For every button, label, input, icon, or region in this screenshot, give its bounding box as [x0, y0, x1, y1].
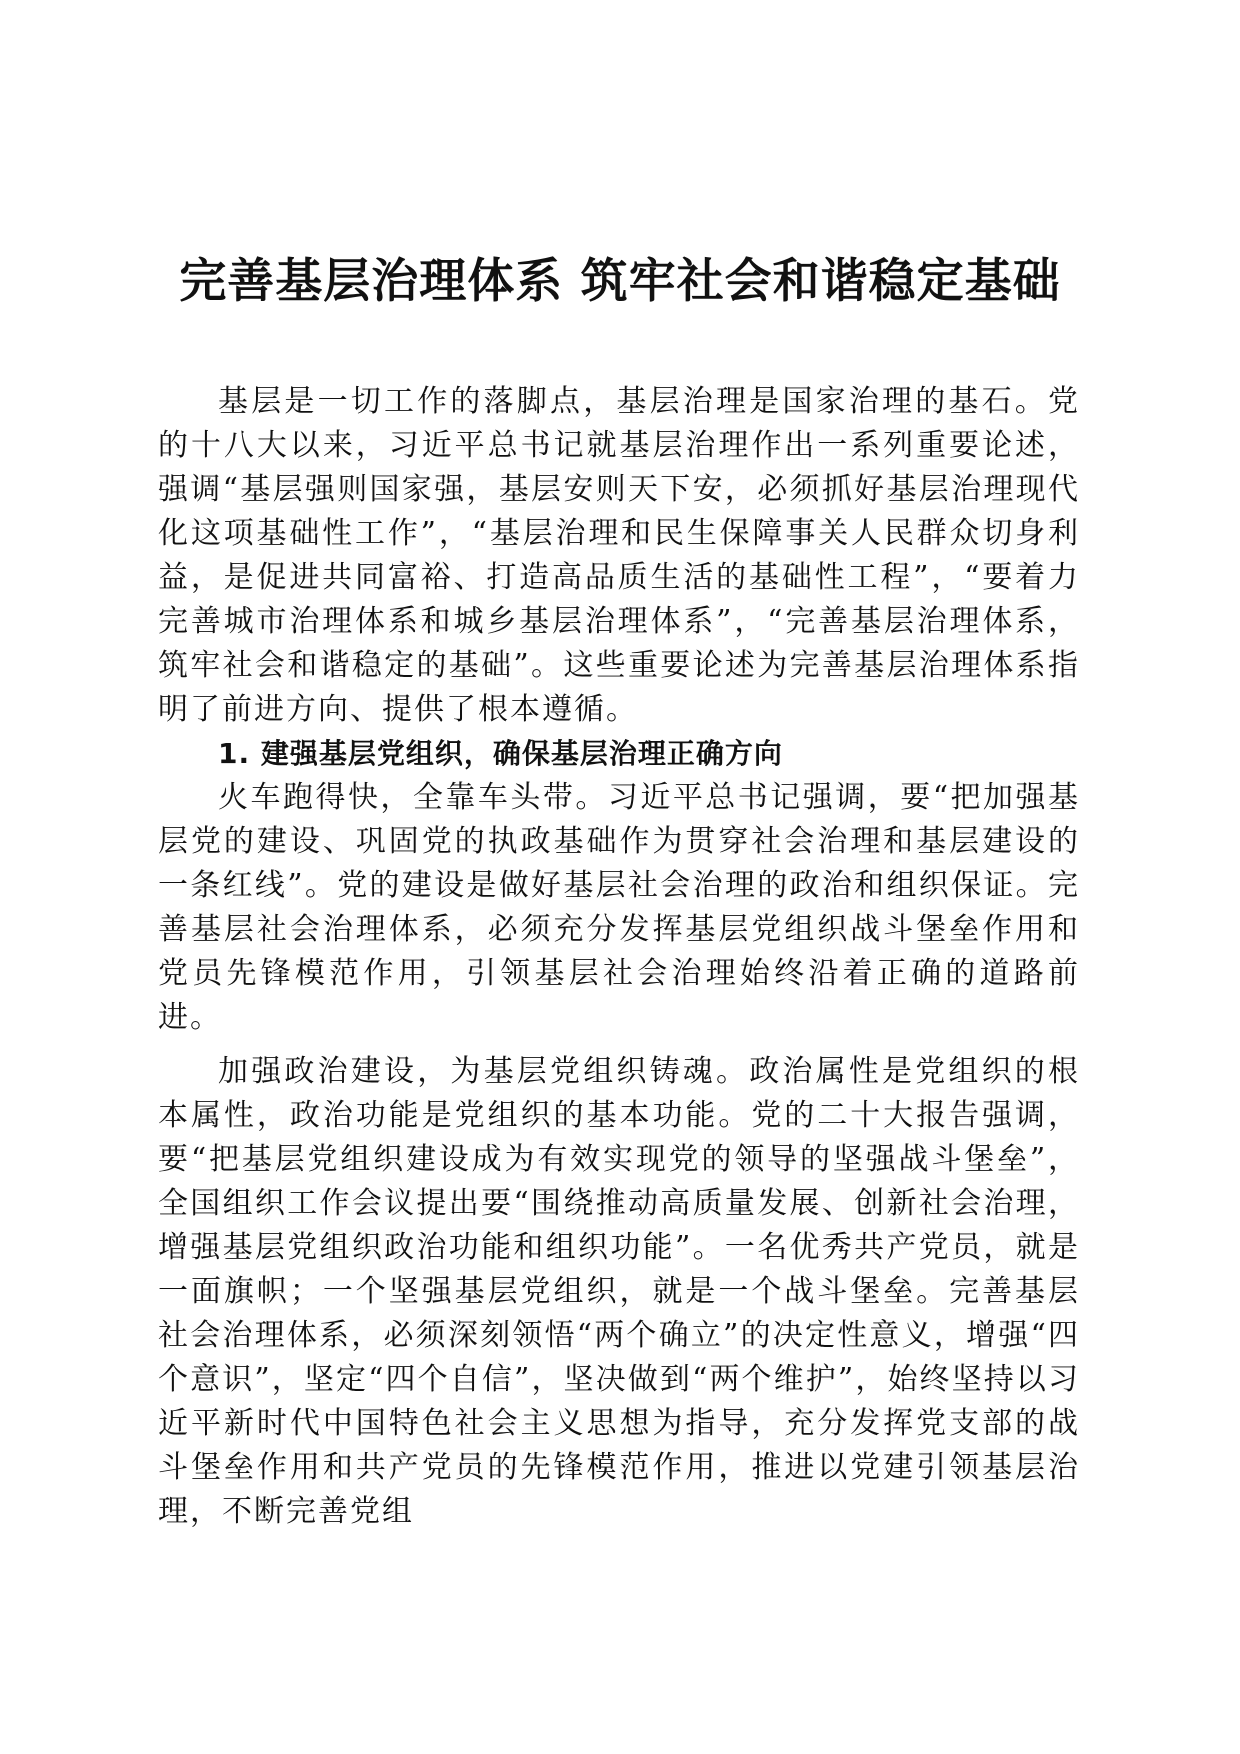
body-paragraph: 加强政治建设，为基层党组织铸魂。政治属性是党组织的根本属性，政治功能是党组织的基本功能。党的二十大报告强调，要“把基层党组织建设成为有效实现党的领导的坚强战斗堡垒”，全国组织工作会议提出要“围绕推动高质量发展、创新社会治理，增强基层党组织政治功能和组织功能”。一名优秀共产党员，就是一面旗帜；一个坚强基层党组织，就是一个战斗堡垒。完善基层社会治理体系，必须深刻领悟“两个确立”的决定性意义，增强“四个意识”，坚定“四个自信”，坚决做到“两个维护”，始终坚持以习近平新时代中国特色社会主义思想为指导，充分发挥党支部的战斗堡垒作用和共产党员的先锋模范作用，推进以党建引领基层治理，不断完善党组 — [158, 1054, 1080, 1529]
document-title: 完善基层治理体系 筑牢社会和谐稳定基础 — [179, 254, 1061, 309]
section-heading: 1. 建强基层党组织，确保基层治理正确方向 — [218, 737, 783, 770]
body-paragraph: 火车跑得快，全靠车头带。习近平总书记强调，要“把加强基层党的建设、巩固党的执政基础作为贯穿社会治理和基层建设的一条红线”。党的建设是做好基层社会治理的政治和组织保证。完善基层社会治理体系，必须充分发挥基层党组织战斗堡垒作用和党员先锋模范作用，引领基层社会治理始终沿着正确的道路前进。 — [158, 780, 1080, 1035]
intro-paragraph: 基层是一切工作的落脚点，基层治理是国家治理的基石。党的十八大以来，习近平总书记就基层治理作出一系列重要论述，强调“基层强则国家强，基层安则天下安，必须抓好基层治理现代化这项基础性工作”，“基层治理和民生保障事关人民群众切身利益，是促进共同富裕、打造高品质生活的基础性工程”，“要着力完善城市治理体系和城乡基层治理体系”，“完善基层治理体系，筑牢社会和谐稳定的基础”。这些重要论述为完善基层治理体系指明了前进方向、提供了根本遵循。 — [158, 384, 1080, 727]
document-body — [158, 380, 1080, 1534]
